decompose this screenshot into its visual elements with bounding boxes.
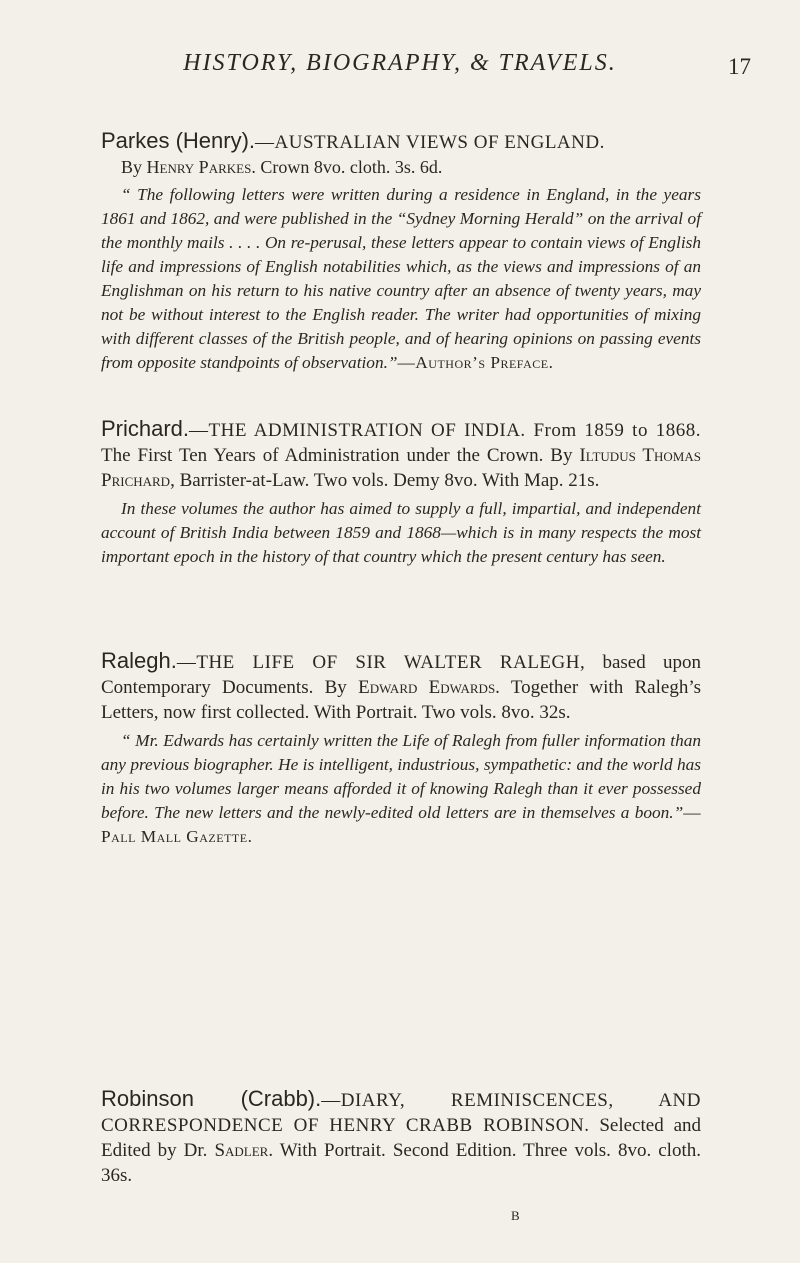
entry-quote [101, 497, 701, 569]
description-text: Selected and Edited by Dr. [101, 1115, 702, 1161]
author-name: Henry Parkes. [146, 157, 256, 177]
author-name: Sadler. [214, 1140, 274, 1161]
entry-title: —AUSTRALIAN VIEWS OF ENGLAND. [255, 132, 605, 153]
author-name: Iltudus Thomas Prichard, [101, 445, 701, 491]
description-text: The First Ten Years of Administration under the Crown. By [101, 445, 580, 466]
entry-name: Ralegh. [101, 648, 177, 673]
entry-heading [101, 416, 701, 493]
entry-quote [101, 183, 701, 375]
entry-ralegh [101, 648, 701, 849]
description-text: Crown 8vo. cloth. 3s. 6d. [255, 157, 443, 177]
running-head: HISTORY, BIOGRAPHY, & TRAVELS. [183, 50, 617, 76]
entry-heading [101, 1086, 701, 1188]
quote-text: In these volumes the author has aimed to supply a full, impartial, and independent account of British India between 1859 and 1868—which is in many respects the most important epoch in the history of that country which the present century has seen. [101, 499, 701, 566]
entry-prichard [101, 416, 701, 569]
entry-heading [101, 128, 701, 155]
entry-heading [101, 648, 701, 725]
description-text: Barrister-at-Law. Two vols. Demy 8vo. With Map. 21s. [174, 470, 600, 491]
quote-text: “ The following letters were written during a residence in England, in the years 1861 and 1862, and were published in the “Sydney Morning Herald” on the arrival of the monthly mails . . . . On re-perusal, these letters appear to contain views of English life and impressions of English notabilities which, as the views and impressions of an Englishman on his return to his native country after an absence of twenty years, may not be without interest to the English reader. The writer had opportunities of mixing with different classes of the British people, and of hearing opinions on passing events from opposite standpoints of observation.” [101, 185, 701, 372]
entry-title: —DIARY, REMINISCENCES, AND CORRESPONDENCE OF HENRY CRABB ROBINSON. [101, 1090, 701, 1136]
entry-parkes [101, 128, 701, 375]
quote-attribution: —Author’s Preface. [397, 353, 554, 372]
entry-title: —THE LIFE OF SIR WALTER RALEGH, [176, 652, 586, 673]
description-text: Together with Ralegh’s Letters, now first collected. With Portrait. Two vols. 8vo. 32s. [101, 677, 701, 723]
entry-description [101, 155, 701, 179]
description-text: By [121, 157, 147, 177]
quote-text: “ Mr. Edwards has certainly written the Life of Ralegh from fuller information than any previous biographer. He is intelligent, industrious, sympathetic: and the world has in his two volumes larger means afforded it of knowing Ralegh than it ever possessed before. The new letters and the newly-edited old letters are in themselves a boon.” [101, 731, 701, 822]
quote-attribution: —Pall Mall Gazette. [101, 803, 701, 846]
description-text: With Portrait. Second Edition. Three vols. 8vo. cloth. 36s. [101, 1140, 701, 1186]
signature-mark: B [511, 1208, 520, 1223]
entry-quote [101, 729, 701, 849]
entry-name: Parkes (Henry). [101, 128, 256, 153]
entry-name: Robinson (Crabb). [101, 1086, 322, 1111]
description-text: based upon Contemporary Documents. By [101, 652, 701, 698]
author-name: Edward Edwards. [358, 677, 500, 698]
entry-robinson [101, 1086, 701, 1188]
entry-name: Prichard. [101, 416, 190, 441]
page-number: 17 [728, 54, 751, 79]
entry-title: —THE ADMINISTRATION OF INDIA. From 1859 to 1868. [189, 420, 701, 441]
